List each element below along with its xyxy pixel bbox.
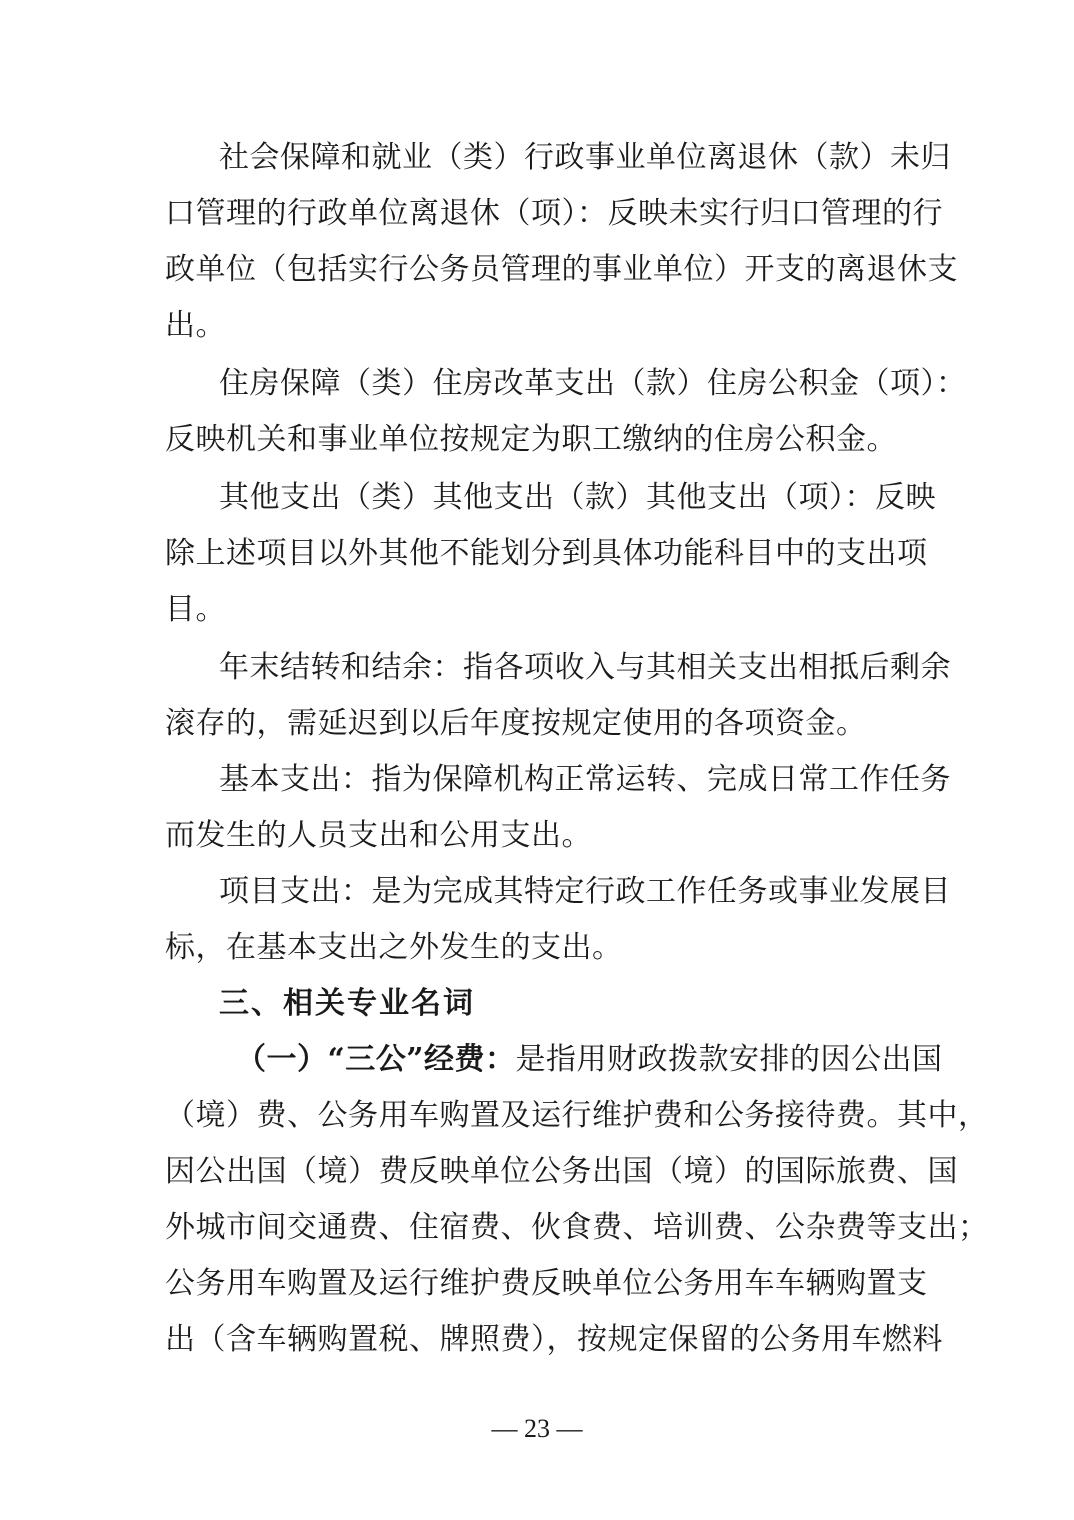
paragraph-line: 口管理的行政单位离退休（项）：反映未实行归口管理的行 xyxy=(165,196,943,231)
section-heading: 三、相关专业名词 xyxy=(219,986,475,1021)
paragraph-line: 基本支出：指为保障机构正常运转、完成日常工作任务 xyxy=(219,762,951,797)
paragraph-line: 标，在基本支出之外发生的支出。 xyxy=(165,930,623,965)
paragraph-line: （境）费、公务用车购置及运行维护费和公务接待费。其中， xyxy=(165,1098,989,1133)
paragraph-line: 外城市间交通费、住宿费、伙食费、培训费、公杂费等支出； xyxy=(165,1210,989,1245)
paragraph-line: 而发生的人员支出和公用支出。 xyxy=(165,818,592,853)
paragraph-line: 出。 xyxy=(165,308,226,343)
page-number: — 23 — xyxy=(491,1414,583,1443)
term-definition: 是指用财政拨款安排的因公出国 xyxy=(515,1042,943,1077)
paragraph-line: 政单位（包括实行公务员管理的事业单位）开支的离退休支 xyxy=(165,252,958,287)
paragraph-line: 因公出国（境）费反映单位公务出国（境）的国际旅费、国 xyxy=(165,1154,958,1189)
paragraph-line: 年末结转和结余：指各项收入与其相关支出相抵后剩余 xyxy=(219,650,951,685)
paragraph-line: 社会保障和就业（类）行政事业单位离退休（款）未归 xyxy=(219,140,951,175)
paragraph-line: 反映机关和事业单位按规定为职工缴纳的住房公积金。 xyxy=(165,422,897,457)
paragraph-line: 项目支出：是为完成其特定行政工作任务或事业发展目 xyxy=(219,874,951,909)
paragraph-line: 滚存的，需延迟到以后年度按规定使用的各项资金。 xyxy=(165,706,867,741)
paragraph-line: 目。 xyxy=(165,592,226,627)
term-label: （一）“三公”经费： xyxy=(236,1042,516,1077)
paragraph-line: 公务用车购置及运行维护费反映单位公务用车车辆购置支 xyxy=(165,1266,928,1301)
paragraph-line: 除上述项目以外其他不能划分到具体功能科目中的支出项 xyxy=(165,536,928,571)
paragraph-line: 出（含车辆购置税、牌照费），按规定保留的公务用车燃料 xyxy=(165,1322,943,1357)
paragraph-line: 住房保障（类）住房改革支出（款）住房公积金（项）： xyxy=(219,366,967,401)
paragraph-line: 其他支出（类）其他支出（款）其他支出（项）：反映 xyxy=(219,480,936,515)
paragraph-line xyxy=(236,1032,943,1088)
